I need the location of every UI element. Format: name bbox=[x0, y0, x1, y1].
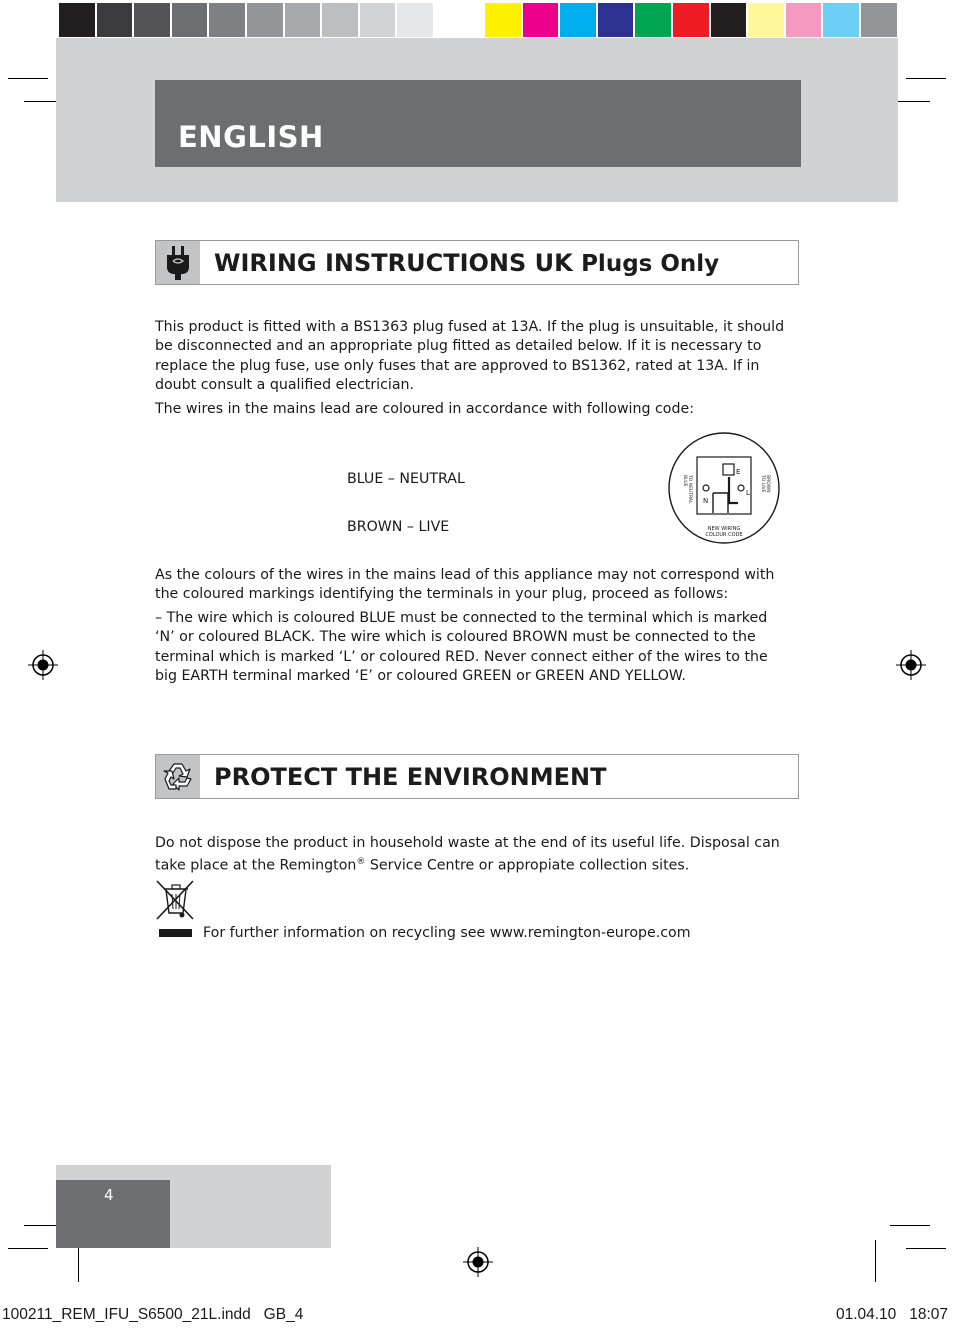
terminal-e-label: E bbox=[736, 468, 741, 476]
print-slug-date: 01.04.10 18:07 bbox=[835, 1306, 948, 1323]
registration-mark bbox=[463, 1247, 493, 1277]
environment-section-heading bbox=[155, 754, 799, 799]
disposal-text-after: Service Centre or appropiate collection sites. bbox=[365, 858, 690, 875]
crop-mark bbox=[8, 1248, 48, 1249]
wire-colour-paragraph: As the colours of the wires in the mains lead of this appliance may not correspond with the coloured markings identifying the terminals in your plug, proceed as follows: bbox=[155, 567, 775, 603]
calibration-swatch bbox=[559, 2, 597, 38]
calibration-swatch bbox=[597, 2, 635, 38]
recycle-icon-box bbox=[156, 755, 200, 798]
calibration-swatch bbox=[58, 2, 96, 38]
print-slug-file: 100211_REM_IFU_S6500_21L.indd GB_4 bbox=[2, 1306, 304, 1323]
registered-mark: ® bbox=[356, 857, 366, 868]
disposal-paragraph bbox=[155, 834, 785, 876]
wiring-title-tail: Plugs Only bbox=[581, 251, 720, 277]
recycle-icon bbox=[160, 759, 196, 795]
calibration-swatch bbox=[785, 2, 823, 38]
recycling-info-note: For further information on recycling see www.remington-europe.com bbox=[203, 925, 691, 941]
diagram-caption-line-1: NEW WIRING bbox=[707, 526, 741, 532]
diagram-brown-text: BROWN bbox=[765, 475, 770, 493]
crop-mark bbox=[906, 1248, 946, 1249]
calibration-swatch bbox=[284, 2, 322, 38]
crossed-bin-icon bbox=[155, 879, 195, 921]
calibration-swatch bbox=[710, 2, 748, 38]
calibration-swatch bbox=[359, 2, 397, 38]
calibration-swatch bbox=[133, 2, 171, 38]
diagram-caption-line-2: COLOUR CODE bbox=[705, 532, 743, 538]
calibration-swatch bbox=[860, 2, 898, 38]
plug-icon-box bbox=[156, 241, 200, 284]
calibration-swatch bbox=[321, 2, 359, 38]
calibration-swatch bbox=[171, 2, 209, 38]
weee-bar bbox=[159, 929, 192, 937]
wiring-title-main: WIRING INSTRUCTIONS UK bbox=[214, 249, 582, 277]
crop-mark bbox=[890, 1225, 930, 1226]
crop-mark bbox=[8, 78, 48, 79]
diagram-live-text: TO LIVE bbox=[760, 475, 765, 493]
terminal-l-label: L bbox=[746, 489, 750, 497]
wire-code-intro: The wires in the mains lead are coloured in accordance with following code: bbox=[155, 401, 694, 417]
environment-section-title: PROTECT THE ENVIRONMENT bbox=[214, 763, 607, 791]
crop-mark bbox=[875, 1240, 876, 1282]
color-calibration-bar bbox=[484, 2, 898, 38]
wiring-section-title bbox=[214, 249, 719, 277]
wiring-section-heading bbox=[155, 240, 799, 285]
terminal-n-label: N bbox=[703, 497, 709, 505]
calibration-swatch bbox=[208, 2, 246, 38]
calibration-swatch bbox=[634, 2, 672, 38]
blue-wire-label: BLUE – NEUTRAL bbox=[347, 471, 465, 487]
calibration-swatch bbox=[522, 2, 560, 38]
brown-wire-label: BROWN – LIVE bbox=[347, 519, 450, 535]
registration-mark bbox=[28, 650, 58, 680]
calibration-swatch bbox=[434, 2, 472, 38]
page-number: 4 bbox=[104, 1186, 114, 1204]
diagram-blue-text: BLUE bbox=[682, 475, 687, 487]
calibration-swatch bbox=[396, 2, 434, 38]
wire-connection-instructions: – The wire which is coloured BLUE must be connected to the terminal which is marked ‘N’ or coloured BLACK. The wire which is coloured BROWN must be connected to the terminal which is marked ‘L’ or coloured RED. Never connect either of the wires to the big EARTH terminal marked ‘E’ or coloured GREEN or GREEN AND YELLOW. bbox=[155, 610, 768, 684]
calibration-swatch bbox=[246, 2, 284, 38]
language-title: ENGLISH bbox=[178, 120, 324, 154]
calibration-swatch bbox=[672, 2, 710, 38]
wiring-intro-paragraph: This product is fitted with a BS1363 plug fused at 13A. If the plug is unsuitable, it should be disconnected and an appropriate plug fitted as detailed below. If it is necessary to replace the plug fuse, use only fuses that are approved to BS1362, rated at 13A. If in doubt consult a qualified electrician. bbox=[155, 319, 785, 393]
registration-mark bbox=[896, 650, 926, 680]
diagram-neutral-text: TO NEUTRAL bbox=[687, 475, 692, 504]
grayscale-calibration-bar bbox=[58, 2, 472, 38]
plug-wiring-diagram bbox=[668, 431, 780, 545]
calibration-swatch bbox=[96, 2, 134, 38]
calibration-swatch bbox=[484, 2, 522, 38]
calibration-swatch bbox=[822, 2, 860, 38]
crop-mark bbox=[906, 78, 946, 79]
plug-icon bbox=[165, 245, 191, 281]
disposal-text-before: Do not dispose the product in household waste at the end of its useful life. Disposal can take place at the Remington bbox=[155, 835, 780, 875]
calibration-swatch bbox=[747, 2, 785, 38]
